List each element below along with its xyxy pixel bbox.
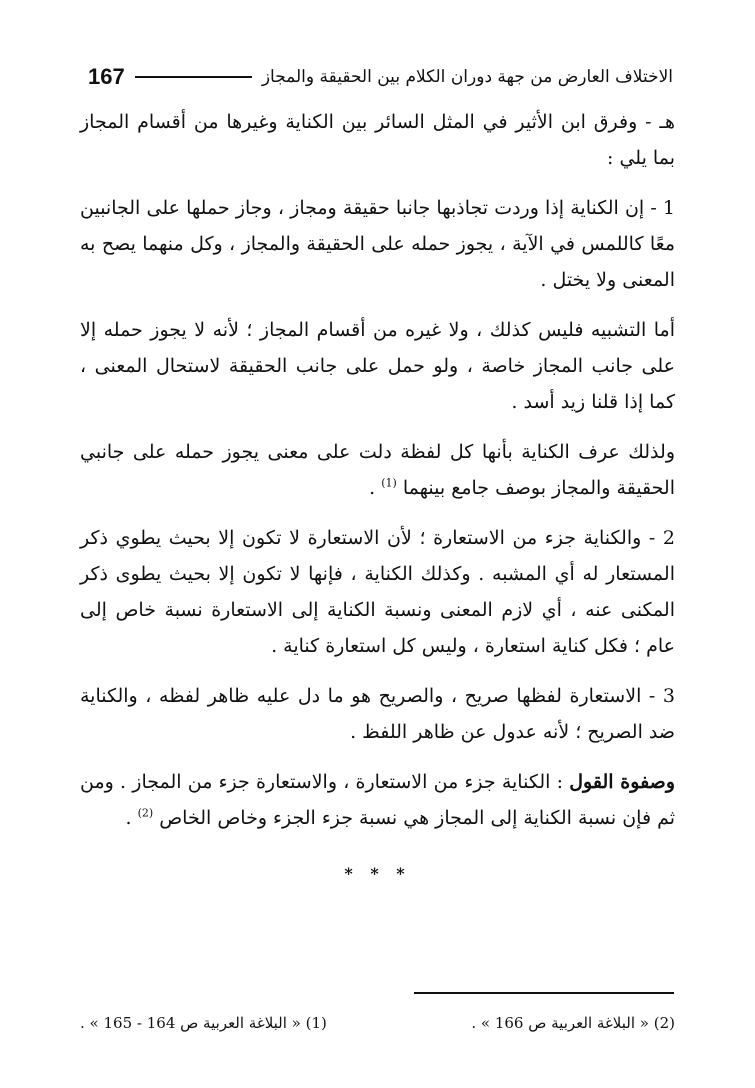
- paragraph-text: 2 - والكناية جزء من الاستعارة ؛ لأن الاستعارة لا تكون إلا بحيث يطوي ذكر المستعار له أي المشبه . وكذلك الكناية ، فإنها لا تكون إلا بحيث يطوى ذكر المكنى عنه ، أي لازم المعنى ونسبة الكناية إلى الاستعارة نسبة خاص إلى عام ؛ فكل كناية استعارة ، وليس كل استعارة كناية .: [80, 527, 675, 657]
- paragraph-text: ولذلك عرف الكناية بأنها كل لفظة دلت على معنى يجوز حمله على جانبي الحقيقة والمجاز بوصف جامع بينهما: [80, 441, 675, 499]
- paragraph-tail: .: [125, 807, 138, 829]
- section-separator: * * *: [344, 864, 411, 883]
- footnote-ref: (1): [381, 476, 397, 490]
- footnote-1: [80, 1014, 327, 1032]
- page-number: 167: [88, 64, 125, 89]
- paragraph: [80, 520, 675, 664]
- paragraph-text: أما التشبيه فليس كذلك ، ولا غيره من أقسام المجاز ؛ لأنه لا يجوز حمله إلا على جانب المجاز خاصة ، ولو حمل على جانب الحقيقة لاستحال المعنى ، كما إذا قلنا زيد أسد .: [80, 319, 675, 413]
- paragraph-text: هـ - وفرق ابن الأثير في المثل السائر بين الكناية وغيرها من أقسام المجاز بما يلي :: [80, 111, 675, 169]
- paragraph: [80, 434, 675, 506]
- paragraph-text: 3 - الاستعارة لفظها صريح ، والصريح هو ما دل عليه ظاهر لفظه ، والكناية ضد الصريح ؛ لأنه عدول عن ظاهر اللفظ .: [80, 685, 675, 743]
- paragraph: [80, 764, 675, 836]
- footnote-number: (2): [653, 1014, 675, 1032]
- running-title: الاختلاف العارض من جهة دوران الكلام بين الحقيقة والمجاز: [261, 67, 673, 87]
- body-text: [80, 104, 675, 892]
- paragraph: [80, 312, 675, 420]
- header-rule: [135, 76, 252, 78]
- footnote-text: « البلاغة العربية ص 166 » .: [471, 1014, 649, 1032]
- paragraph-tail: .: [369, 477, 382, 499]
- footnote-ref: (2): [137, 806, 154, 820]
- footnote-2: [471, 1014, 675, 1032]
- footnote-number: (1): [305, 1014, 327, 1032]
- footnote-rule: [414, 992, 674, 994]
- footnotes: [80, 1014, 675, 1032]
- footnote-text: « البلاغة العربية ص 164 - 165 » .: [80, 1014, 301, 1032]
- paragraph-text: 1 - إن الكناية إذا وردت تجاذبها جانبا حقيقة ومجاز ، وجاز حملها على الجانبين معًا كاللمس في الآية ، يجوز حمله على الحقيقة والمجاز ، وكل منهما يصح به المعنى ولا يختل .: [80, 197, 675, 291]
- paragraph: [80, 678, 675, 750]
- running-header: [88, 60, 673, 94]
- paragraph: [80, 190, 675, 298]
- paragraph-text: : الكناية جزء من الاستعارة ، والاستعارة جزء من المجاز . ومن ثم فإن نسبة الكناية إلى المجاز هي نسبة جزء الجزء وخاص الخاص: [80, 771, 675, 829]
- paragraph-lead: وصفوة القول: [569, 771, 675, 793]
- paragraph: [80, 104, 675, 176]
